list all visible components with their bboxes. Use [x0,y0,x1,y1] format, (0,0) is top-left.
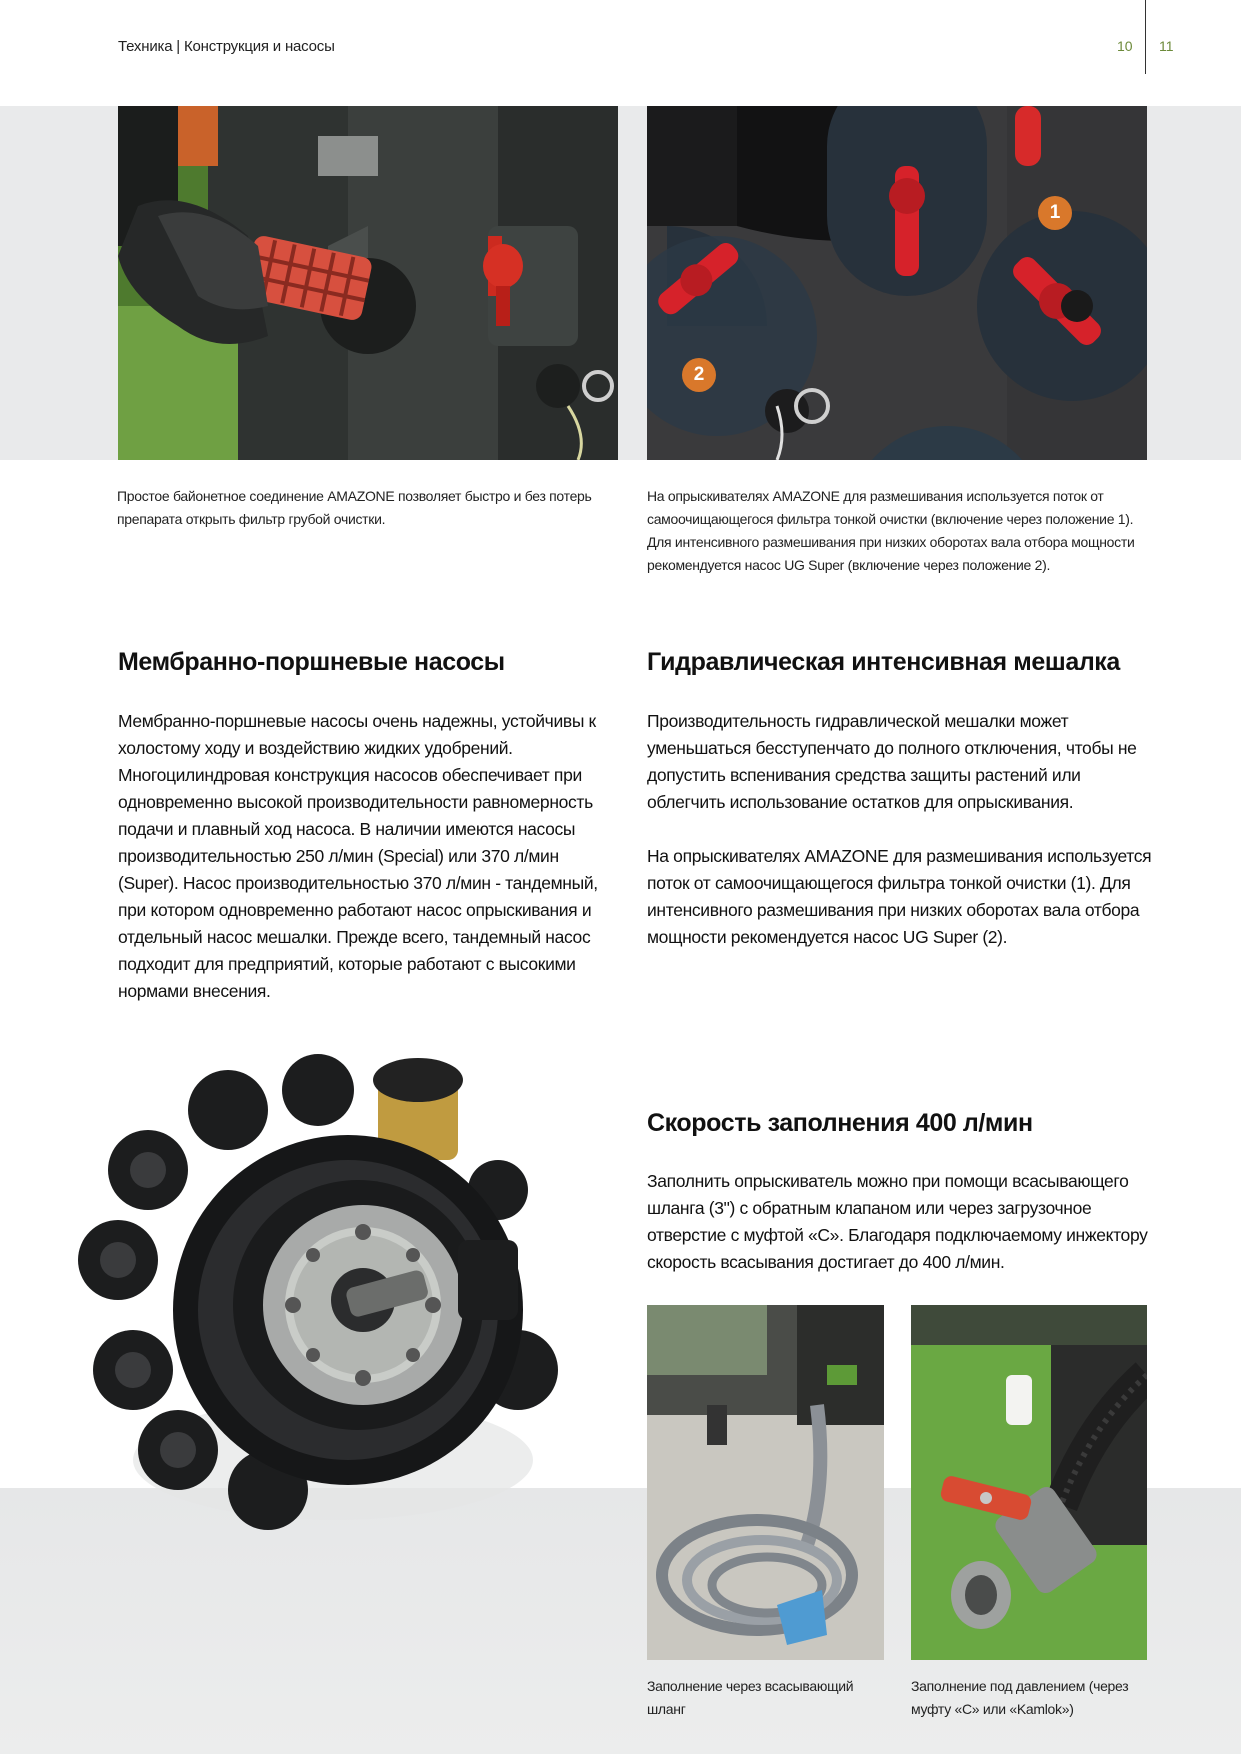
page-header-title: Техника | Конструкция и насосы [118,38,335,55]
agitator-heading: Гидравлическая интенсивная мешалка [647,648,1120,676]
agitator-paragraph-2: На опрыскивателях AMAZONE для размешивания используется поток от самоочищающегося фильтра тонкой очистки (1). Для интенсивного размешивания при низких оборотах вала отбора мощности рекомендуется насос UG Super (2). [647,846,1152,947]
valves-caption: На опрыскивателях AMAZONE для размешивания используется поток от самоочищающегося фильтра тонкой очистки (включение через положение 1). Для интенсивного размешивания при низких оборотах вала отбора мощности рекомендуется насос UG Super (включение через положение 2). [647,488,1135,573]
filter-photo [118,106,618,460]
page-number-left: 10 [1117,38,1133,54]
filling-text [647,1168,1152,1303]
valves-photo-icon [647,106,1147,460]
pumps-text [118,708,623,1032]
pump-photo-icon [78,1040,588,1560]
hose-photo [647,1305,884,1660]
valves-photo [647,106,1147,460]
page-divider [1145,0,1146,74]
filter-photo-icon [118,106,618,460]
pumps-paragraph: Мембранно-поршневые насосы очень надежны, устойчивы к холостому ходу и воздействию жидких удобрений. Многоцилиндровая конструкция насосов обеспечивает при одновременно высокой производительности равномерность подачи и плавный ход насоса. В наличии имеются насосы производительностью 250 л/мин (Special) или 370 л/мин (Super). Насос производительностью 370 л/мин - тандемный, при котором одновременно работают насос опрыскивания и отдельный насос мешалки. Прежде всего, тандемный насос подходит для предприятий, которые работают с высокими нормами внесения. [118,711,598,1001]
pumps-heading: Мембранно-поршневые насосы [118,648,505,676]
hose-caption: Заполнение через всасывающий шланг [647,1678,854,1717]
position-marker-1: 1 [1038,196,1072,230]
coupling-caption: Заполнение под давлением (через муфту «С» или «Kamlok») [911,1678,1129,1717]
page-number-right: 11 [1159,38,1174,54]
hose-photo-icon [647,1305,884,1660]
filling-paragraph: Заполнить опрыскиватель можно при помощи всасывающего шланга (3") с обратным клапаном или через загрузочное отверстие с муфтой «С». Благодаря подключаемому инжектору скорость всасывания достигает до 400 л/мин. [647,1171,1148,1272]
filling-heading: Скорость заполнения 400 л/мин [647,1109,1033,1137]
agitator-paragraph-1: Производительность гидравлической мешалки может уменьшаться бесступенчато до полного отключения, чтобы не допустить вспенивания средства защиты растений или облегчить использование остатков для опрыскивания. [647,711,1137,812]
agitator-text [647,708,1152,978]
coupling-photo [911,1305,1147,1660]
position-marker-2: 2 [682,358,716,392]
filter-caption: Простое байонетное соединение AMAZONE позволяет быстро и без потерь препарата открыть фильтр грубой очистки. [117,488,592,527]
coupling-photo-icon [911,1305,1147,1660]
pump-photo [78,1040,588,1560]
